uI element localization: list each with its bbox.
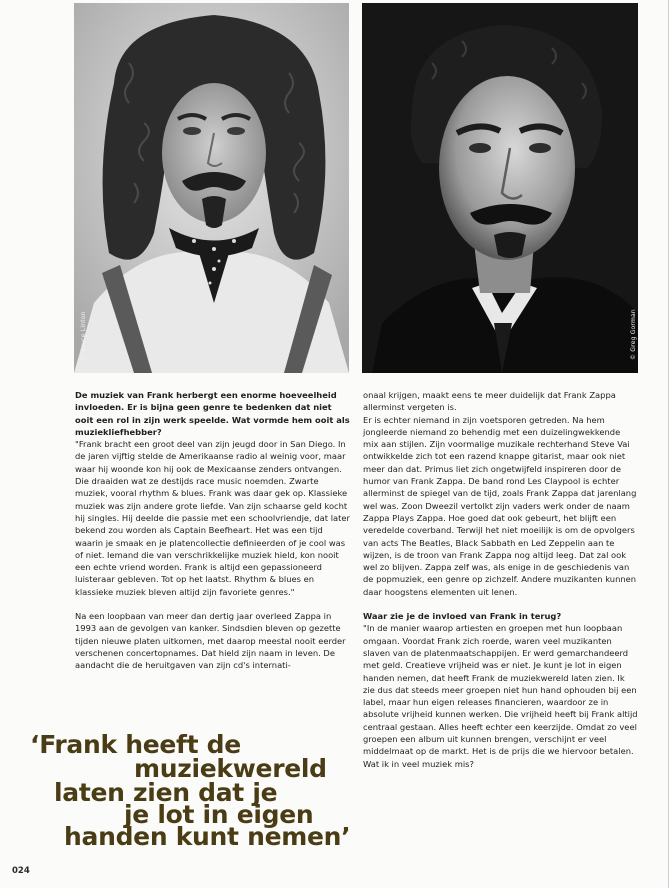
photo-young-zappa — [74, 3, 349, 373]
photo-credit-right: © Greg Gorman — [630, 309, 637, 360]
second-question: Waar zie je de invloed van Frank in terug? — [363, 611, 562, 622]
paragraph: Er is echter niemand in zijn voetsporen getreden. Na hem jongleerde niemand zo behendig met een duizelingwekkende mix aan stijlen. Zijn voormalige muzikale rechterhand Steve Vai ontwikkelde zich tot een razend knappe gitarist, maar ook niet meer dan dat. Primus liet zich ongetwijfeld inspireren door de humor van Frank Zappa. De band rond Les Claypool is echter allerminst de spiegel van de tijd, zoals Frank Zappa dat jarenlang wel was. Zoon Dweezil vertolkt zijn vaders werk onder de naam Zappa Plays Zappa. Hoe goed dat ook gebeurt, het blijft een veredelde coverband. Terwijl het niet moeilijk is om de opvolgers van acts The Beatles, Black Sabbath en Led Zeppelin aan te wijzen, is de troon van Frank Zappa nog altijd leeg. Dat zal ook wel zo blijven. Zappa zelf was, als enige in de geschiedenis van de popmuziek, een genre op zichzelf. Andere muzikanten kunnen daar hoogstens elementen uit lenen. — [363, 414, 637, 597]
paragraph: "In de manier waarop artiesten en groepen met hun loopbaan omgaan. Voordat Frank zich roerde, waren veel muzikanten slaven van de platenmaatschappijen. Er werd gemarchandeerd met geld. Creatieve vrijheid was er niet. Je kunt je lot in eigen handen nemen, dat heeft Frank de muziekwereld laten zien. Ik zie dus dat steeds meer groepen niet hun hand ophouden bij een label, maar hun eigen releases financieren, waardoor ze in absolute vrijheid kunnen werken. Die vrijheid heeft bij Frank altijd centraal gestaan. Alles heeft echter een keerzijde. Omdat zo veel groepen een album uit kunnen brengen, verschijnt er veel middelmaat op de markt. Het is de prijs die we hiervoor betalen. Wat ik in veel muziek mis? — [363, 623, 638, 769]
paragraph: Na een loopbaan van meer dan dertig jaar overleed Zappa in 1993 aan de gevolgen van kanker. Sindsdien bleven op gezette tijden nieuwe platen uitkomen, met daarop meestal nooit eerder verschenen concertopnames. Dat hield zijn naam in leven. De aandacht die de heruitgaven van zijn cd's internati- — [75, 611, 346, 671]
pull-quote-line: laten zien dat je — [54, 778, 278, 807]
paragraph: "Frank bracht een groot deel van zijn jeugd door in San Diego. In de jaren vijftig stelde de Amerikaanse radio al weinig voor, maar waar hij woonde kon hij ook de Mexicaanse zenders ontvangen. Die draaiden wat ze destijds race music noemden. Zwarte muziek, vooral rhythm & blues. Frank was daar gek op. Klassieke muziek was zijn andere grote liefde. Van zijn schaarse geld kocht hij singles. Hij deelde die passie met een schoolvriendje, dat later bekend zou worden als Captain Beefheart. Het was een tijd waarin je smaak en je platencollectie definieerden of je cool was of niet. Iemand die van verschrikkelijke muziek hield, kon nooit een echte vriend worden. Frank is altijd een gepassioneerd luisteraar gebleven. Tot op het laatst. Rhythm & blues en klassieke muziek bleven altijd zijn favoriete genres." — [75, 439, 350, 597]
paragraph: onaal krijgen, maakt eens te meer duidelijk dat Frank Zappa allerminst vergeten is. — [363, 390, 616, 413]
pull-quote-line: muziekwereld — [134, 754, 327, 783]
pull-quote-line: handen kunt nemen’ — [64, 822, 351, 851]
photo-credit-left: © Bruce Linton — [80, 311, 87, 360]
article-column-left — [75, 389, 351, 672]
article-column-right — [363, 389, 638, 770]
pull-quote-line: ‘Frank heeft de — [30, 730, 241, 759]
photo-older-zappa — [362, 3, 638, 373]
page-number: 024 — [12, 866, 30, 876]
pull-quote-line: je lot in eigen — [124, 800, 314, 829]
intro-question: De muziek van Frank herbergt een enorme hoeveelheid invloeden. Er is bijna geen genre te bedenken dat niet ooit een rol in zijn werk speelde. Wat vormde hem ooit als muziekliefhebber? — [75, 390, 350, 437]
